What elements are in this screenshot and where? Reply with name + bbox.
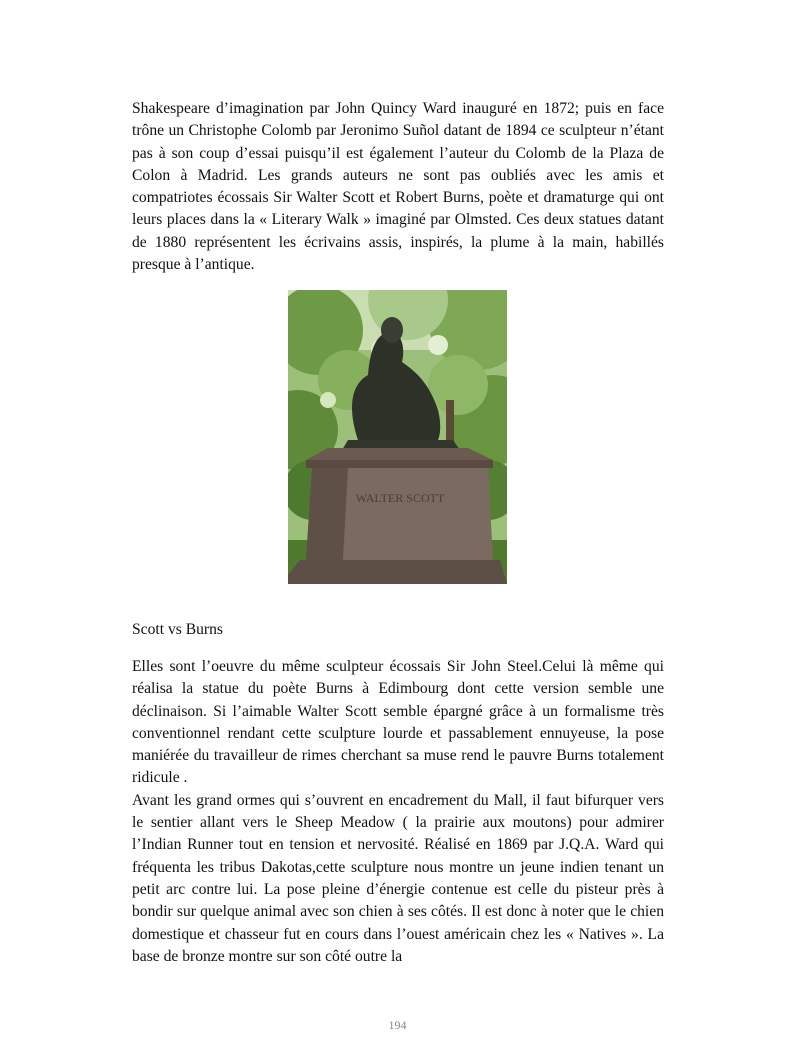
pedestal-inscription: WALTER SCOTT (355, 491, 445, 505)
paragraph-intro: Shakespeare d’imagination par John Quincy Ward inauguré en 1872; puis en face trône un Christophe Colomb par Jeronimo Suñol datant de 1894 ce sculpteur n’étant pas à son coup d’essai puisqu’il est également l’auteur du Colomb de la Plaza de Colon à Madrid. Les grands auteurs ne sont pas oubliés avec les amis et compatriotes écossais Sir Walter Scott et Robert Burns, poète et dramaturge qui ont leurs places dans la « Literary Walk » imaginé par Olmsted. Ces deux statues datant de 1880 représentent les écrivains assis, inspirés, la plume à la main, habillés presque à l’antique. (132, 100, 664, 274)
page-number: 194 (388, 1018, 407, 1032)
section-heading: Scott vs Burns (132, 621, 223, 638)
paragraph-indian-runner: Avant les grand ormes qui s’ouvrent en encadrement du Mall, il faut bifurquer vers le sentier allant vers le Sheep Meadow ( la prairie aux moutons) pour admirer l’Indian Runner tout en tension et nervosité. Réalisé en 1869 par J.Q.A. Ward qui fréquenta les tribus Dakotas,cette sculpture nous montre un jeune indien tenant un petit arc contre lui. La pose pleine d’énergie contenue est celle du pisteur près à bondir sur quelque animal avec son chien à ses côtés. Il est donc à noter que le chien domestique et chasseur fut en cours dans l’ouest américain chez les « Natives ». La base de bronze montre sur son côté outre la (132, 791, 664, 965)
walter-scott-statue-photo (288, 290, 507, 584)
paragraph-scott-burns: Elles sont l’oeuvre du même sculpteur écossais Sir John Steel.Celui là même qui réalisa la statue du poète Burns à Edimbourg dont cette version semble une déclinaison. Si l’aimable Walter Scott semble épargné grâce à un formalisme très conventionnel rendant cette sculpture lourde et passablement ennuyeuse, la pose maniérée du travailleur de rimes cherchant sa muse rend le pauvre Burns totalement ridicule . (132, 658, 664, 787)
body-text-block (132, 656, 664, 968)
